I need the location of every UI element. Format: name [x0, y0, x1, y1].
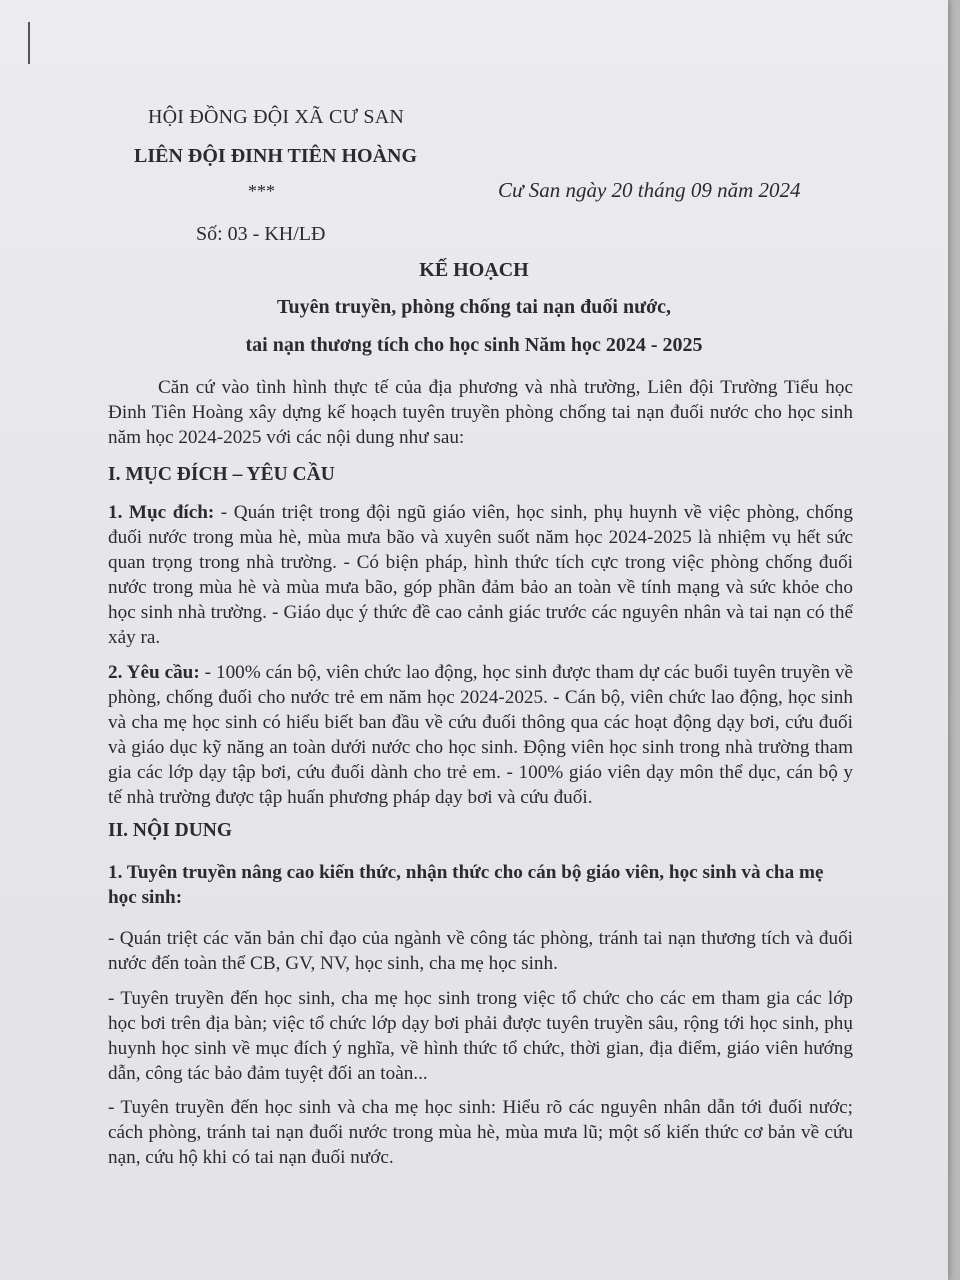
- section-2-sub-heading: 1. Tuyên truyền nâng cao kiến thức, nhận thức cho cán bộ giáo viên, học sinh và cha mẹ học sinh:: [108, 862, 824, 908]
- muc-dich-paragraph: [108, 500, 853, 650]
- section-1-heading: I. MỤC ĐÍCH – YÊU CẦU: [108, 464, 335, 485]
- yeu-cau-paragraph: [108, 660, 853, 810]
- intro-paragraph: Căn cứ vào tình hình thực tế của địa phương và nhà trường, Liên đội Trường Tiểu học Đinh Tiên Hoàng xây dựng kế hoạch tuyên truyền phòng chống tai nạn đuối nước cho học sinh năm học 2024-2025 với các nội dung như sau:: [108, 377, 853, 448]
- document-subtitle-1: Tuyên truyền, phòng chống tai nạn đuối nước,: [276, 296, 672, 318]
- section-2-heading: II. NỘI DUNG: [108, 820, 233, 841]
- document-subtitle-2: tai nạn thương tích cho học sinh Năm học 2024 - 2025: [245, 334, 703, 356]
- yeu-cau-text: - 100% cán bộ, viên chức lao động, học sinh được tham dự các buổi tuyên truyền về phòng, chống đuối cho nước trẻ em năm học 2024-2025. - Cán bộ, viên chức lao động, học sinh và cha mẹ học sinh có hiểu biết ban đầu về cứu đuối thông qua các hoạt động dạy bơi, cứu đuối và giáo dục kỹ năng an toàn dưới nước cho học sinh. Động viên học sinh trong nhà trường tham gia các lớp dạy tập bơi, cứu đuối dành cho trẻ em. - 100% giáo viên dạy môn thể dục, cán bộ y tế nhà trường được tập huấn phương pháp dạy bơi và cứu đuối.: [108, 662, 853, 808]
- document-date: Cư San ngày 20 tháng 09 năm 2024: [498, 178, 801, 202]
- document-title: KẾ HOẠCH: [419, 259, 529, 281]
- org-line-1: HỘI ĐỒNG ĐỘI XÃ CƯ SAN: [148, 106, 405, 128]
- muc-dich-label: 1. Mục đích:: [108, 502, 215, 523]
- content-paragraph-b: - Tuyên truyền đến học sinh, cha mẹ học sinh trong việc tổ chức cho các em tham gia các lớp học bơi trên địa bàn; việc tổ chức lớp dạy bơi phải được tuyên truyền sâu, rộng tới học sinh, phụ huynh học sinh về mục đích ý nghĩa, về hình thức tổ chức, thời gian, địa điểm, giáo viên hướng dẫn, công tác bảo đảm tuyệt đối an toàn...: [108, 988, 853, 1084]
- page-edge-mark: [28, 22, 30, 64]
- muc-dich-text: - Quán triệt trong đội ngũ giáo viên, học sinh, phụ huynh về việc phòng, chống đuối nước trong mùa hè, mùa mưa bão và xuyên suốt năm học 2024-2025 là nhiệm vụ hết sức quan trọng trong nhà trường. - Có biện pháp, hình thức tích cực trong việc phòng chống đuối nước trong mùa hè và mùa mưa bão, góp phần đảm bảo an toàn về tính mạng và sức khỏe cho học sinh nhà trường. - Giáo dục ý thức đề cao cảnh giác trước các nguyên nhân và tai nạn có thể xảy ra.: [108, 502, 853, 648]
- document-number: Số: 03 - KH/LĐ: [196, 223, 326, 245]
- header-stars: ***: [248, 181, 275, 201]
- org-line-2: LIÊN ĐỘI ĐINH TIÊN HOÀNG: [134, 145, 418, 167]
- content-paragraph-c: - Tuyên truyền đến học sinh và cha mẹ học sinh: Hiểu rõ các nguyên nhân dẫn tới đuối nước; cách phòng, tránh tai nạn đuối nước trong mùa hè, mùa mưa lũ; một số kiến thức cơ bản về cứu nạn, cứu hộ khi có tai nạn đuối nước.: [108, 1097, 853, 1168]
- yeu-cau-label: 2. Yêu cầu:: [108, 662, 200, 683]
- content-paragraph-a: - Quán triệt các văn bản chỉ đạo của ngành về công tác phòng, tránh tai nạn thương tích và đuối nước đến toàn thể CB, GV, NV, học sinh, cha mẹ học sinh.: [108, 928, 853, 974]
